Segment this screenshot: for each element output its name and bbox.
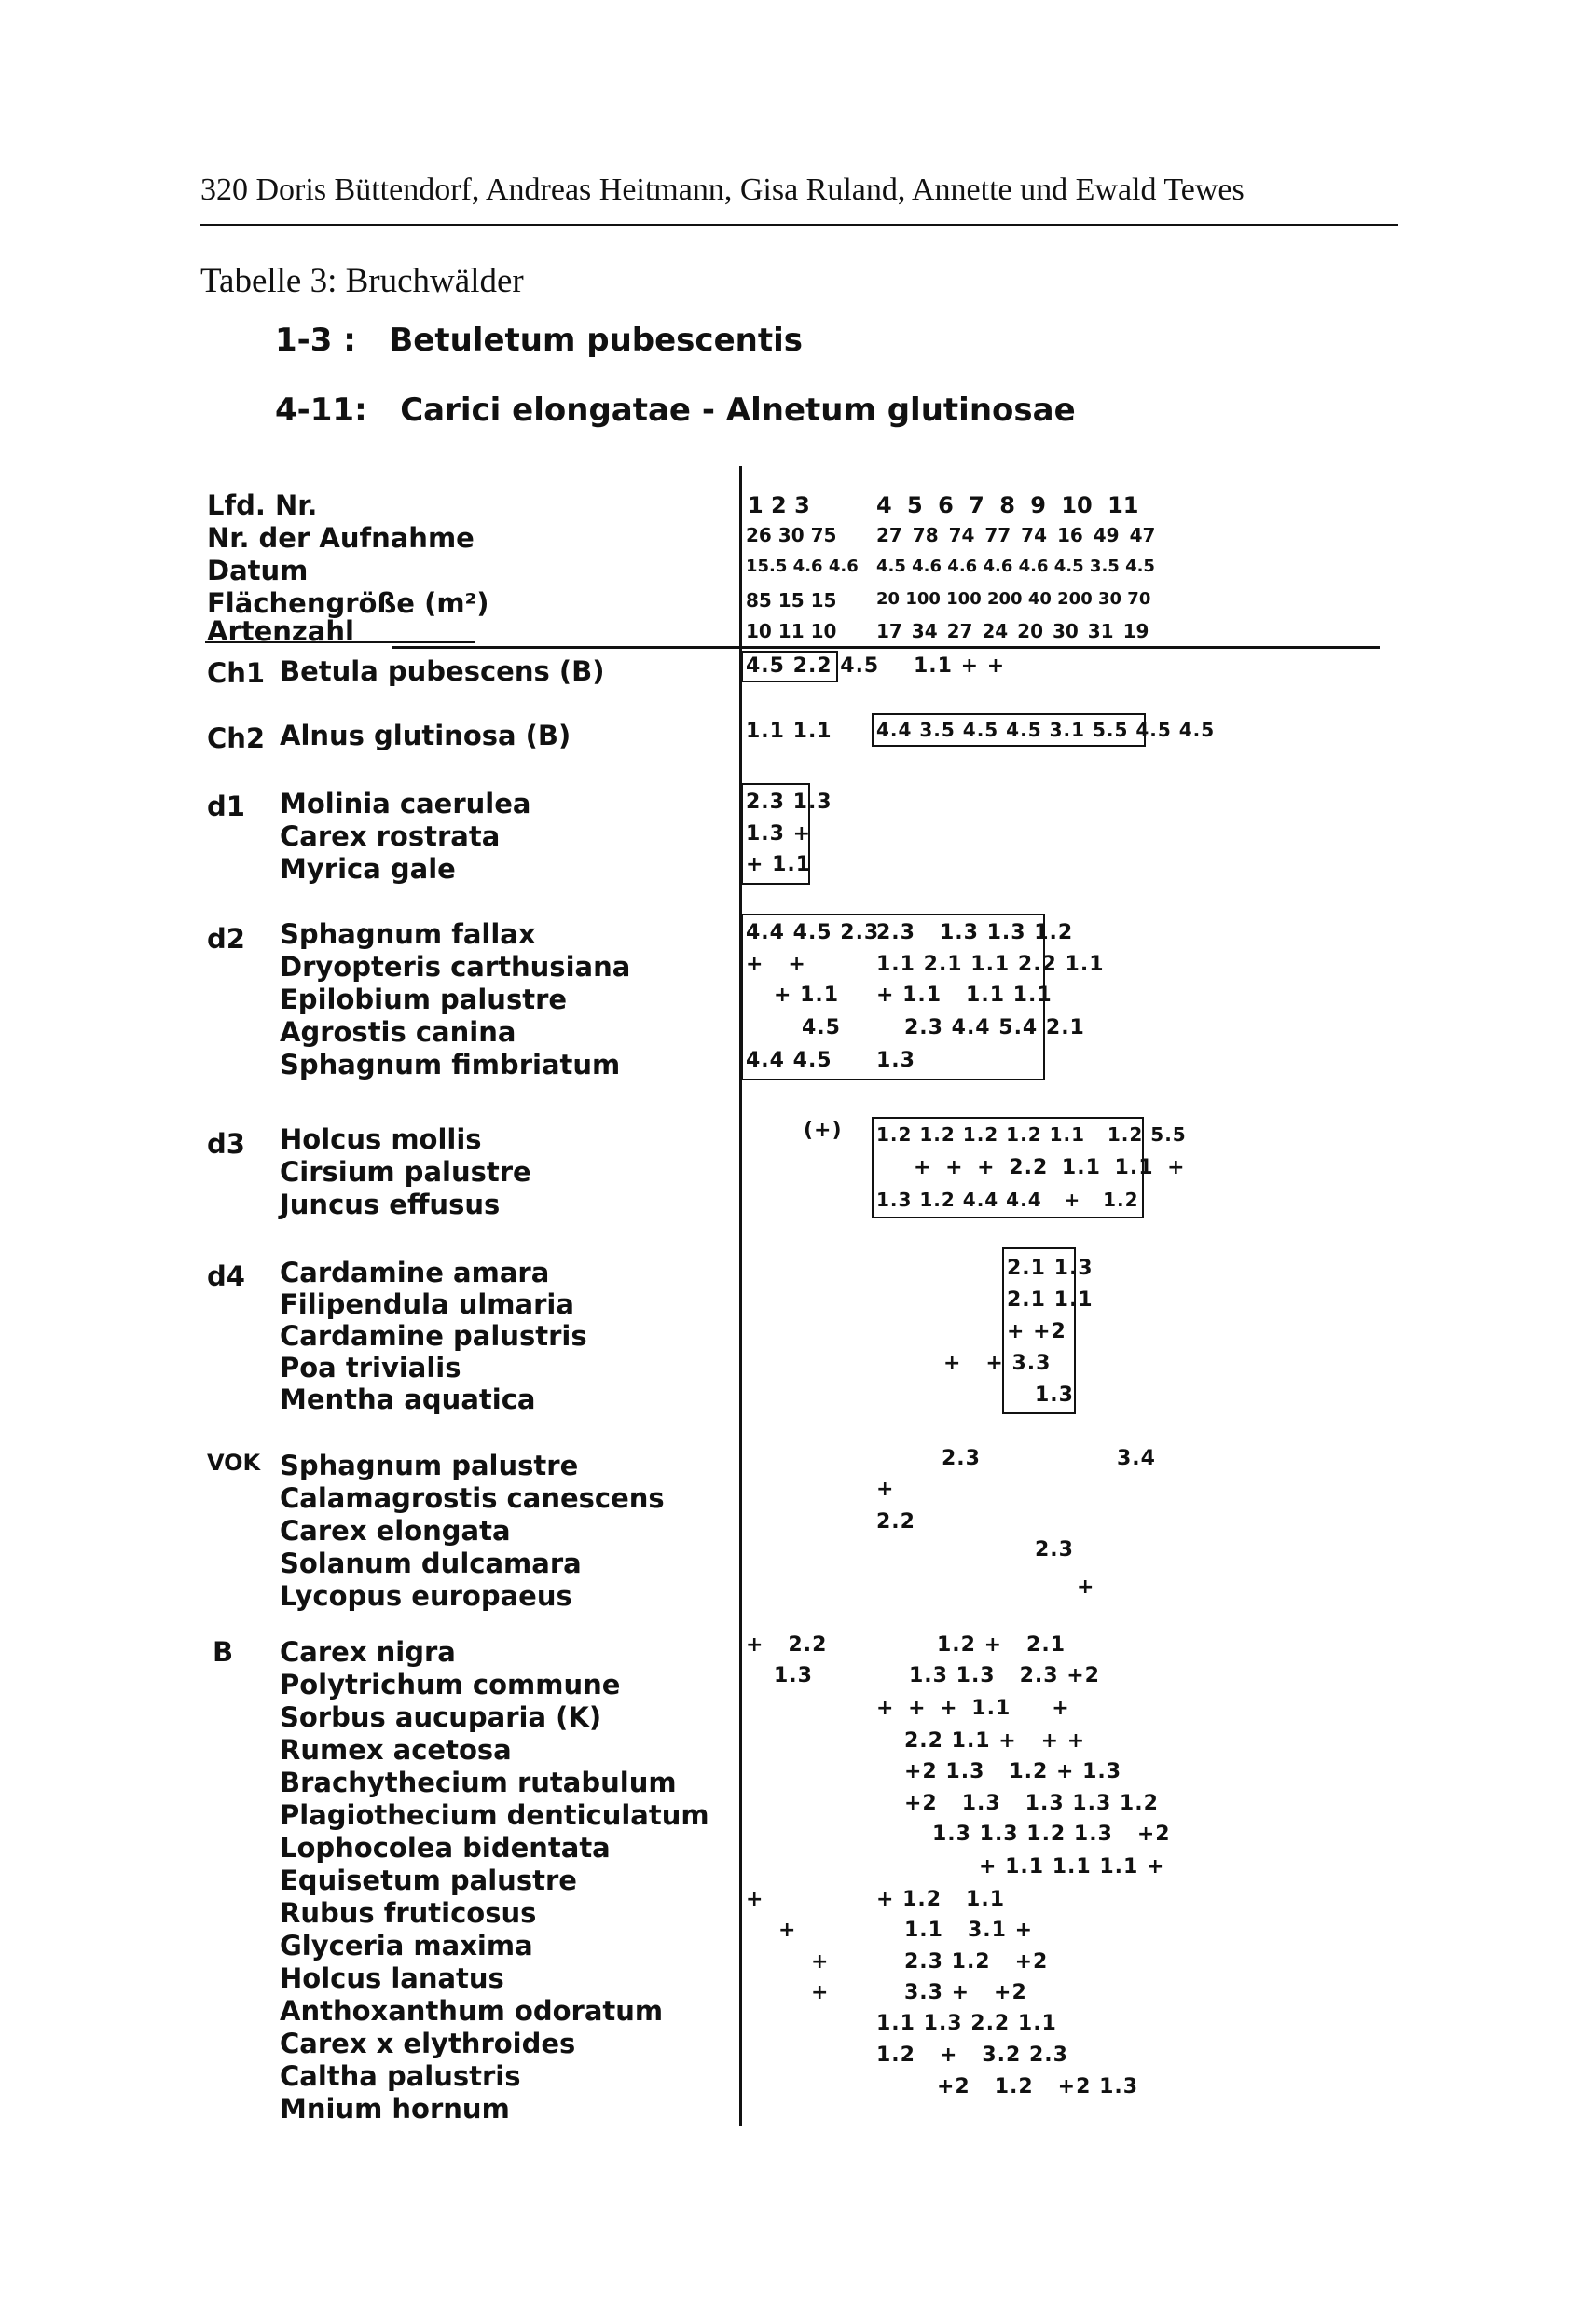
- species-values-4-11: +: [1077, 1576, 1095, 1599]
- page-header: 320 Doris Büttendorf, Andreas Heitmann, Gisa Ruland, Annette und Ewald Tewes: [200, 172, 1245, 207]
- species-values-4-11: 2.3 4.4 5.4 2.1: [904, 1016, 1085, 1039]
- table-header-rule: [392, 646, 1380, 649]
- association-definition-2: [275, 392, 1076, 429]
- group-code: d1: [207, 791, 245, 822]
- species-values-1-3: 4.5: [802, 1016, 841, 1039]
- species-name: Sphagnum palustre: [280, 1450, 579, 1481]
- species-values-4-11: 1.2 + 2.1: [937, 1633, 1066, 1657]
- head-label: Nr. der Aufnahme: [207, 522, 475, 554]
- species-name: Rumex acetosa: [280, 1734, 512, 1766]
- definition-range: 4-11:: [275, 392, 367, 429]
- head-label: Lfd. Nr.: [207, 489, 318, 521]
- group-code: VOK: [207, 1450, 261, 1476]
- species-values-1-3: 2.3 1.3: [746, 791, 832, 814]
- species-name: Sphagnum fimbriatum: [280, 1049, 621, 1080]
- species-name: Equisetum palustre: [280, 1865, 577, 1896]
- species-values-4-11: + + 3.3: [943, 1352, 1052, 1375]
- species-values-4-11: 1.3: [876, 1049, 915, 1072]
- species-name: Poa trivialis: [280, 1352, 461, 1383]
- species-values-4-11: +: [876, 1478, 895, 1501]
- species-values-4-11: +2 1.2 +2 1.3: [937, 2075, 1139, 2099]
- head-label: Artenzahl: [207, 615, 354, 647]
- species-values-4-11: 2.2: [876, 1510, 915, 1534]
- head-label: Datum: [207, 555, 309, 586]
- group-code: d2: [207, 923, 245, 955]
- species-name: Brachythecium rutabulum: [280, 1767, 677, 1798]
- species-values-4-11: 1.3 1.3 1.2 1.3 +2: [932, 1823, 1171, 1846]
- species-values-1-3: +: [811, 1950, 830, 1974]
- head-values-4-11: 4 5 6 7 8 9 10 11: [876, 492, 1139, 518]
- species-name: Anthoxanthum odoratum: [280, 1995, 664, 2027]
- species-values-4-11: 1.1 + +: [914, 654, 1006, 678]
- species-name: Carex elongata: [280, 1515, 511, 1547]
- species-name: Solanum dulcamara: [280, 1548, 582, 1579]
- species-name: Rubus fruticosus: [280, 1897, 537, 1929]
- species-values-4-11: 1.3: [1035, 1383, 1074, 1407]
- species-name: Cardamine amara: [280, 1257, 550, 1288]
- species-values-1-3: +: [811, 1981, 830, 2004]
- association-definition-1: [275, 322, 803, 359]
- table-caption: Tabelle 3: Bruchwälder: [200, 262, 524, 300]
- species-name: Carex nigra: [280, 1636, 456, 1668]
- head-values-4-11: 4.5 4.6 4.6 4.6 4.6 4.5 3.5 4.5: [876, 557, 1155, 576]
- head-values-1-3: 1 2 3: [748, 492, 810, 518]
- species-values-4-11: + 1.2 1.1: [876, 1888, 1006, 1911]
- species-values-1-3: +: [746, 1888, 764, 1911]
- definition-range: 1-3 :: [275, 322, 356, 359]
- species-name: Juncus effusus: [280, 1189, 501, 1220]
- species-values-4-11: + +2: [1007, 1320, 1066, 1343]
- species-values-4-11: 1.2 1.2 1.2 1.2 1.1 1.2 5.5: [876, 1123, 1187, 1146]
- table-vertical-rule: [739, 466, 742, 2126]
- species-name: Filipendula ulmaria: [280, 1288, 574, 1320]
- species-values-4-11: 1.1 1.3 2.2 1.1: [876, 2012, 1057, 2035]
- species-values-4-11: 1.3 1.3 2.3 +2: [909, 1664, 1100, 1687]
- species-values-4-11: + 1.1 1.1 1.1 +: [979, 1855, 1165, 1878]
- group-code: B: [213, 1636, 234, 1668]
- species-name: Dryopteris carthusiana: [280, 951, 631, 983]
- species-values-4-11: +2 1.3 1.3 1.3 1.2: [904, 1792, 1159, 1815]
- species-name: Carex x elythroides: [280, 2028, 576, 2059]
- species-name: Agrostis canina: [280, 1016, 516, 1048]
- species-values-4-11: + 1.1 1.1 1.1: [876, 984, 1053, 1007]
- species-values-1-3: + +: [746, 953, 806, 976]
- species-name: Caltha palustris: [280, 2060, 521, 2092]
- species-values-1-3: 4.4 4.5: [746, 1049, 832, 1072]
- header-rule: [200, 224, 1398, 226]
- species-values-4-11: 1.3 1.2 4.4 4.4 + 1.2: [876, 1189, 1139, 1211]
- species-name: Betula pubescens (B): [280, 655, 605, 687]
- species-values-1-3: (+): [804, 1119, 843, 1142]
- head-values-4-11: 17 34 27 24 20 30 31 19: [876, 620, 1149, 642]
- species-values-4-11: 2.3 1.2 +2: [904, 1950, 1049, 1974]
- species-name: Carex rostrata: [280, 820, 501, 852]
- species-name: Mentha aquatica: [280, 1383, 536, 1415]
- species-name: Myrica gale: [280, 853, 456, 885]
- species-name: Polytrichum commune: [280, 1669, 621, 1700]
- species-values-1-3: + 2.2: [746, 1633, 828, 1657]
- species-values-4-11: 2.3 3.4: [942, 1447, 1156, 1470]
- head-label: Flächengröße (m²): [207, 587, 489, 619]
- species-values-4-11: 1.2 + 3.2 2.3: [876, 2044, 1068, 2067]
- species-name: Lycopus europaeus: [280, 1580, 572, 1612]
- species-values-4-11: 2.2 1.1 + + +: [904, 1729, 1086, 1753]
- species-values-1-3: 1.1 1.1: [746, 720, 832, 743]
- species-values-4-11: 1.1 3.1 +: [904, 1919, 1034, 1942]
- species-name: Molinia caerulea: [280, 788, 531, 819]
- species-values-1-3: 4.5 2.2 4.5: [746, 654, 880, 678]
- definition-name: Carici elongatae - Alnetum glutinosae: [400, 392, 1076, 429]
- species-values-4-11: 4.4 3.5 4.5 4.5 3.1 5.5 4.5 4.5: [876, 719, 1216, 741]
- species-values-1-3: +: [778, 1919, 797, 1942]
- group-code: d3: [207, 1128, 245, 1160]
- species-values-1-3: 1.3: [774, 1664, 813, 1687]
- head-values-1-3: 26 30 75: [746, 524, 837, 546]
- head-values-4-11: 27 78 74 77 74 16 49 47: [876, 524, 1156, 546]
- species-name: Lophocolea bidentata: [280, 1832, 611, 1864]
- species-name: Alnus glutinosa (B): [280, 720, 571, 751]
- group-code: Ch2: [207, 722, 266, 754]
- species-values-4-11: + + + 2.2 1.1 1.1 +: [914, 1156, 1186, 1179]
- species-values-1-3: 4.4 4.5 2.3: [746, 921, 880, 944]
- species-values-1-3: + 1.1: [746, 853, 812, 876]
- species-values-1-3: + 1.1: [774, 984, 840, 1007]
- head-values-1-3: 85 15 15: [746, 589, 837, 612]
- species-values-4-11: 2.1 1.1: [1007, 1288, 1094, 1312]
- species-name: Sorbus aucuparia (K): [280, 1701, 602, 1733]
- head-values-1-3: 10 11 10: [746, 620, 837, 642]
- group-code: Ch1: [207, 657, 266, 689]
- species-name: Calamagrostis canescens: [280, 1482, 665, 1514]
- definition-name: Betuletum pubescentis: [389, 322, 803, 359]
- species-values-4-11: 3.3 + +2: [904, 1981, 1027, 2004]
- head-values-4-11: 20 100 100 200 40 200 30 70: [876, 589, 1151, 609]
- species-name: Epilobium palustre: [280, 984, 568, 1015]
- species-name: Glyceria maxima: [280, 1930, 533, 1961]
- species-name: Sphagnum fallax: [280, 918, 536, 950]
- species-values-1-3: 1.3 +: [746, 822, 812, 846]
- species-name: Cardamine palustris: [280, 1320, 587, 1352]
- species-values-4-11: +2 1.3 1.2 + 1.3: [904, 1760, 1122, 1783]
- species-values-4-11: 2.3: [1035, 1538, 1074, 1562]
- species-values-4-11: 1.1 2.1 1.1 2.2 1.1: [876, 953, 1105, 976]
- species-name: Mnium hornum: [280, 2093, 510, 2125]
- species-name: Cirsium palustre: [280, 1156, 531, 1188]
- group-code: d4: [207, 1260, 245, 1292]
- species-values-4-11: + + + 1.1 +: [876, 1697, 1070, 1720]
- species-name: Plagiothecium denticulatum: [280, 1799, 709, 1831]
- species-values-4-11: 2.3 1.3 1.3 1.2: [876, 921, 1074, 944]
- species-name: Holcus lanatus: [280, 1962, 504, 1994]
- head-values-1-3: 15.5 4.6 4.6: [746, 557, 859, 576]
- species-values-4-11: 2.1 1.3: [1007, 1257, 1094, 1280]
- species-name: Holcus mollis: [280, 1123, 482, 1155]
